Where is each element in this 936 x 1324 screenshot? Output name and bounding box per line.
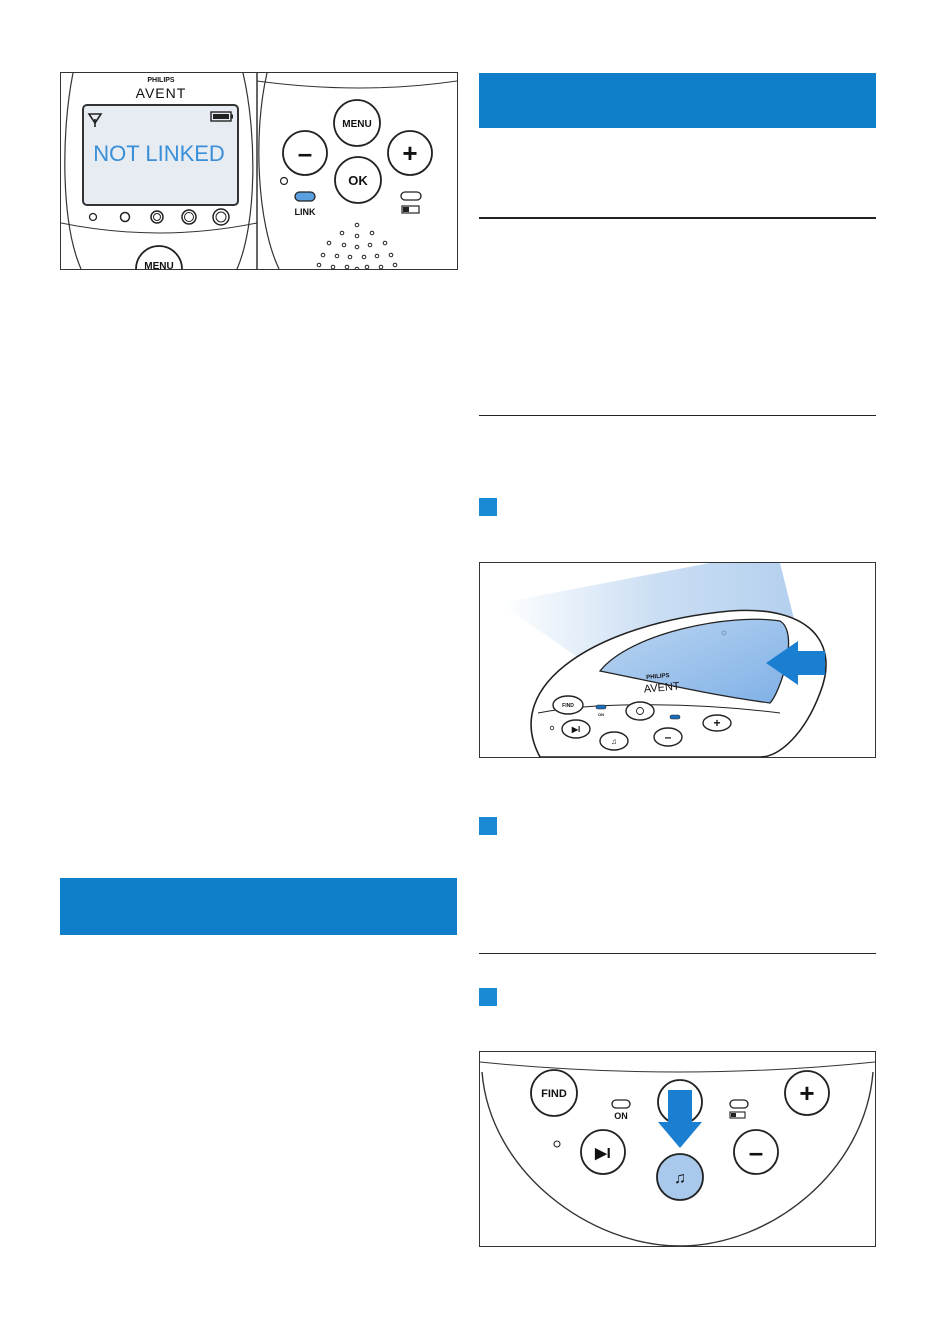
step-marker-1: [479, 498, 497, 516]
play-pause-button-label: ▶I: [595, 1145, 611, 1162]
find-button-label: FIND: [541, 1088, 567, 1100]
on-light-label: ON: [614, 1111, 628, 1121]
battery-status-icon: [730, 1112, 745, 1118]
units-illustration: [61, 73, 457, 269]
section-header-bar-right: [479, 73, 876, 128]
power-light: [281, 178, 288, 185]
step-marker-2: [479, 817, 497, 835]
nl-on-light: [596, 705, 606, 709]
link-status-light: [730, 1100, 748, 1108]
music-button-label: ♫: [674, 1170, 686, 1187]
music-note-icon: ♫: [611, 737, 617, 746]
nl-find-label: FIND: [562, 703, 574, 709]
menu-button-parent-label: MENU: [144, 261, 174, 269]
nl-brand-top: PHILIPS: [646, 672, 670, 682]
battery-small-icon: [402, 206, 419, 213]
plus-button-baby-label: +: [799, 1078, 815, 1108]
menu-button-label: MENU: [342, 119, 372, 130]
ok-button-label: OK: [348, 173, 368, 188]
step-marker-3: [479, 988, 497, 1006]
indicator-light: [554, 1141, 560, 1147]
divider-thick: [479, 217, 876, 219]
plus-button-label: +: [402, 138, 418, 168]
minus-button-baby-label: –: [748, 1137, 764, 1167]
divider-thin-1: [479, 415, 876, 416]
lcd-status-text: NOT LINKED: [93, 141, 225, 166]
link-light: [295, 192, 315, 201]
speaker-grille: [317, 223, 397, 269]
nl-power-button[interactable]: [626, 702, 654, 720]
figure-music-button: [479, 1051, 876, 1247]
music-button-illustration: [480, 1052, 875, 1246]
brand-bottom: AVENT: [135, 85, 187, 101]
link-light-label: LINK: [294, 207, 316, 217]
minus-button-label: –: [297, 138, 313, 168]
nl-plus-icon: +: [713, 716, 721, 730]
section-header-bar-left: [60, 878, 457, 935]
sound-level-lights: [90, 209, 230, 225]
divider-thin-2: [479, 953, 876, 954]
night-light-illustration: [480, 563, 875, 757]
play-pause-icon: ▶I: [571, 725, 581, 734]
nl-brand-bottom: AVENT: [643, 680, 681, 696]
figure-parent-baby-units: [60, 72, 458, 270]
on-light: [612, 1100, 630, 1108]
nl-minus-icon: –: [664, 730, 672, 744]
status-light: [401, 192, 421, 200]
nl-on-label: ON: [598, 712, 604, 717]
figure-night-light: [479, 562, 876, 758]
nl-status-light: [670, 715, 680, 719]
brand-top: PHILIPS: [147, 77, 175, 84]
